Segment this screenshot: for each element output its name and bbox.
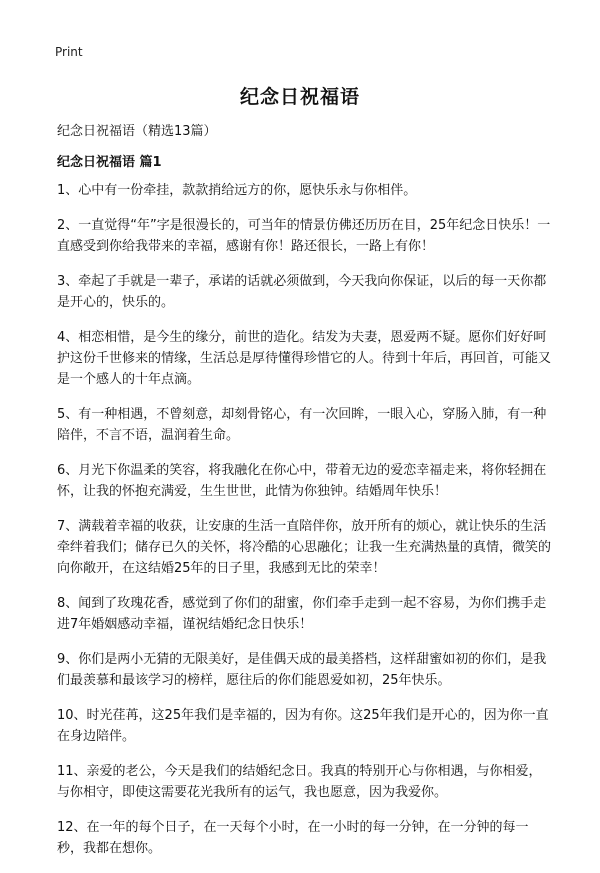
- document-title: 纪念日祝福语: [239, 86, 360, 108]
- blessing-item: 5、有一种相遇，不曾刻意，却刻骨铭心，有一次回眸，一眼入心，穿肠入肺，有一种陪伴，不言不语，温润着生命。: [57, 407, 547, 443]
- blessing-item: 2、一直觉得“年”字是很漫长的，可当年的情景仿佛还历历在目，25年纪念日快乐！一直感受到你给我带来的幸福，感谢有你！路还很长，一路上有你！: [57, 218, 551, 254]
- blessing-item: 10、时光荏苒，这25年我们是幸福的，因为有你。这25年我们是开心的，因为你一直在身边陪伴。: [57, 708, 549, 744]
- blessing-item: 3、牵起了手就是一辈子，承诺的话就必须做到，今天我向你保证，以后的每一天你都是开心的，快乐的。: [57, 274, 547, 310]
- blessing-item: 8、闻到了玫瑰花香，感觉到了你们的甜蜜，你们牵手走到一起不容易，为你们携手走进7年婚姻感动幸福，谨祝结婚纪念日快乐！: [57, 596, 547, 632]
- blessing-item: 6、月光下你温柔的笑容，将我融化在你心中，带着无边的爱恋幸福走来，将你轻拥在怀，让我的怀抱充满爱，生生世世，此情为你独钟。结婚周年快乐！: [57, 463, 547, 499]
- blessing-item: 9、你们是两小无猜的无限美好，是佳偶天成的最美搭档，这样甜蜜如初的你们，是我们最羡慕和最该学习的榜样，愿往后的你们能恩爱如初，25年快乐。: [57, 652, 547, 688]
- print-label[interactable]: Print: [55, 45, 83, 59]
- document-subtitle: 纪念日祝福语（精选13篇）: [57, 124, 217, 139]
- blessing-list: [57, 180, 551, 873]
- blessing-item: 7、满载着幸福的收获，让安康的生活一直陪伴你，放开所有的烦心，就让快乐的生活牵绊着我们；储存已久的关怀，将冷酷的心思融化；让我一生充满热量的真情，微笑的向你敞开，在这结婚25年的日子里，我感到无比的荣幸！: [57, 519, 552, 576]
- blessing-item: 12、在一年的每个日子，在一天每个小时，在一小时的每一分钟，在一分钟的每一秒，我都在想你。: [57, 820, 529, 856]
- blessing-item: 1、心中有一份牵挂，款款捎给远方的你，愿快乐永与你相伴。: [57, 183, 417, 198]
- section-heading: 纪念日祝福语 篇1: [57, 155, 162, 170]
- blessing-item: 4、相恋相惜，是今生的缘分，前世的造化。结发为夫妻，恩爱两不疑。愿你们好好呵护这份千世修来的情缘，生活总是厚待懂得珍惜它的人。待到十年后，再回首，可能又是一个感人的十年点滴。: [57, 330, 552, 387]
- blessing-item: 11、亲爱的老公，今天是我们的结婚纪念日。我真的特别开心与你相遇，与你相爱，与你相守，即使这需要花光我所有的运气，我也愿意，因为我爱你。: [57, 764, 542, 800]
